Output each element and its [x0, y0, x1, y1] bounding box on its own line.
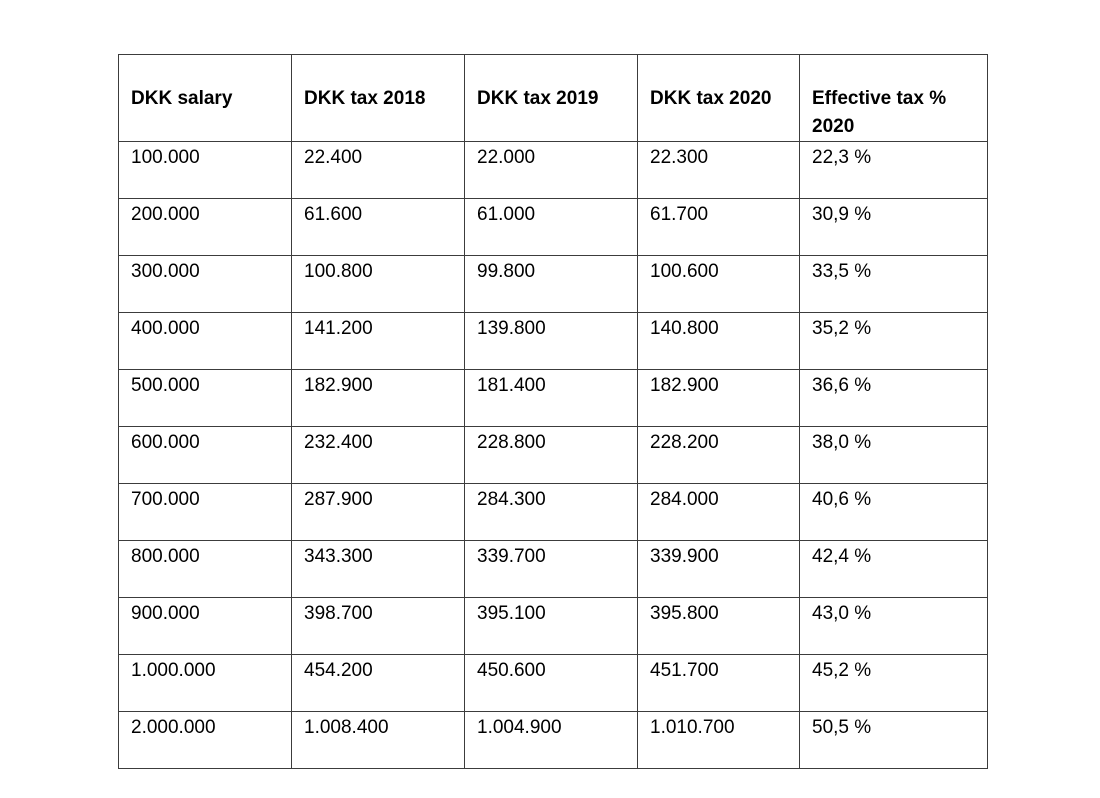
header-effective-tax: Effective tax % 2020 [800, 55, 988, 142]
header-salary: DKK salary [119, 55, 292, 142]
salary-cell: 600.000 [119, 427, 292, 484]
effective-tax-cell: 35,2 % [800, 313, 988, 370]
table-header [119, 55, 988, 142]
tax-2019-cell: 284.300 [465, 484, 638, 541]
tax-2020-cell: 140.800 [638, 313, 800, 370]
table-body [119, 142, 988, 769]
tax-2019-cell: 339.700 [465, 541, 638, 598]
tax-2018-cell: 1.008.400 [292, 712, 465, 769]
tax-2019-cell: 228.800 [465, 427, 638, 484]
table-row [119, 655, 988, 712]
header-tax-2019: DKK tax 2019 [465, 55, 638, 142]
salary-cell: 500.000 [119, 370, 292, 427]
tax-2018-cell: 100.800 [292, 256, 465, 313]
salary-cell: 700.000 [119, 484, 292, 541]
tax-2019-cell: 450.600 [465, 655, 638, 712]
tax-2019-cell: 22.000 [465, 142, 638, 199]
tax-2020-cell: 100.600 [638, 256, 800, 313]
table-row [119, 199, 988, 256]
tax-2020-cell: 284.000 [638, 484, 800, 541]
effective-tax-cell: 50,5 % [800, 712, 988, 769]
effective-tax-cell: 45,2 % [800, 655, 988, 712]
tax-2018-cell: 232.400 [292, 427, 465, 484]
tax-2020-cell: 182.900 [638, 370, 800, 427]
header-row [119, 55, 988, 142]
table-row [119, 427, 988, 484]
tax-2020-cell: 22.300 [638, 142, 800, 199]
effective-tax-cell: 43,0 % [800, 598, 988, 655]
tax-2018-cell: 61.600 [292, 199, 465, 256]
table-row [119, 541, 988, 598]
tax-2019-cell: 139.800 [465, 313, 638, 370]
tax-2018-cell: 22.400 [292, 142, 465, 199]
salary-cell: 200.000 [119, 199, 292, 256]
tax-2018-cell: 141.200 [292, 313, 465, 370]
tax-2020-cell: 339.900 [638, 541, 800, 598]
effective-tax-cell: 38,0 % [800, 427, 988, 484]
header-tax-2020: DKK tax 2020 [638, 55, 800, 142]
salary-cell: 1.000.000 [119, 655, 292, 712]
tax-table [118, 54, 988, 769]
salary-cell: 2.000.000 [119, 712, 292, 769]
tax-2018-cell: 398.700 [292, 598, 465, 655]
effective-tax-cell: 36,6 % [800, 370, 988, 427]
tax-2018-cell: 182.900 [292, 370, 465, 427]
effective-tax-cell: 33,5 % [800, 256, 988, 313]
effective-tax-cell: 30,9 % [800, 199, 988, 256]
tax-2018-cell: 287.900 [292, 484, 465, 541]
salary-cell: 100.000 [119, 142, 292, 199]
tax-2019-cell: 61.000 [465, 199, 638, 256]
table-row [119, 712, 988, 769]
effective-tax-cell: 42,4 % [800, 541, 988, 598]
salary-cell: 900.000 [119, 598, 292, 655]
table-row [119, 313, 988, 370]
table-row [119, 256, 988, 313]
tax-2018-cell: 454.200 [292, 655, 465, 712]
tax-2019-cell: 395.100 [465, 598, 638, 655]
tax-2020-cell: 395.800 [638, 598, 800, 655]
header-tax-2018: DKK tax 2018 [292, 55, 465, 142]
tax-2020-cell: 228.200 [638, 427, 800, 484]
table-row [119, 598, 988, 655]
salary-cell: 300.000 [119, 256, 292, 313]
effective-tax-cell: 40,6 % [800, 484, 988, 541]
table-row [119, 142, 988, 199]
salary-cell: 400.000 [119, 313, 292, 370]
table-row [119, 484, 988, 541]
effective-tax-cell: 22,3 % [800, 142, 988, 199]
tax-2019-cell: 1.004.900 [465, 712, 638, 769]
table-row [119, 370, 988, 427]
tax-2020-cell: 451.700 [638, 655, 800, 712]
tax-2019-cell: 99.800 [465, 256, 638, 313]
tax-2018-cell: 343.300 [292, 541, 465, 598]
tax-2020-cell: 1.010.700 [638, 712, 800, 769]
salary-cell: 800.000 [119, 541, 292, 598]
tax-2020-cell: 61.700 [638, 199, 800, 256]
tax-2019-cell: 181.400 [465, 370, 638, 427]
